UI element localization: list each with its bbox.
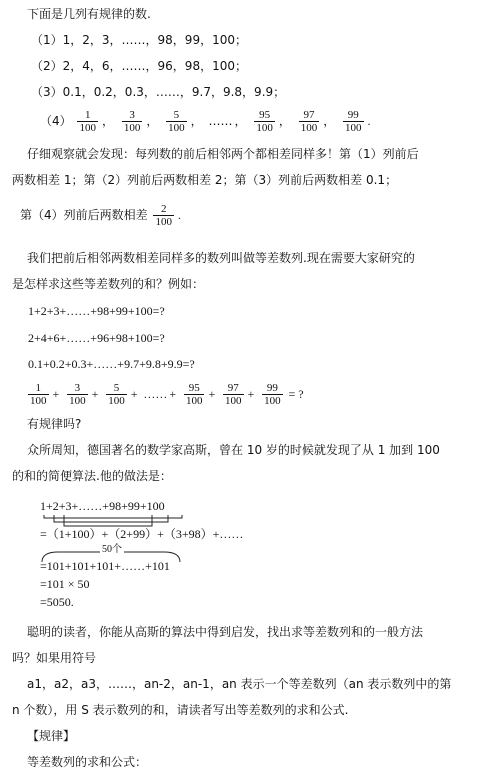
sequence-3: （3）0.1，0.2，0.3，……，9.7，9.8，9.9；	[31, 85, 286, 99]
ellipsis: ……	[143, 387, 168, 401]
sequence-2: （2）2，4，6，……，96，98，100；	[31, 59, 247, 73]
fraction: $\frac{1}{100}$	[79, 109, 96, 134]
reader-line-1: 聪明的读者，你能从高斯的算法中得到启发，找出求等差数列和的一般方法	[27, 625, 424, 639]
fraction: $\frac{3}{100}$	[123, 109, 141, 134]
fraction: $\frac{99}{100}$	[264, 382, 281, 407]
sum-example-4: $\frac{1}{100}$ + $\frac{3}{100}$ + $\frac{5}{100}$ + …… + $\frac{95}{100}$ + $\frac{97}{100}$ + $\frac{99}{100}$ = ?	[30, 382, 304, 407]
definition-line-1: 我们把前后相邻两数相差同样多的数列叫做等差数列.现在需要大家研究的	[27, 251, 415, 265]
observation-line-1: 仔细观察就会发现：每列数的前后相邻两个都相差同样多！第（1）列前后	[27, 147, 419, 161]
sum-example-1: 1+2+3+……+98+99+100=?	[28, 304, 165, 318]
calc-line-4: =101 × 50	[40, 577, 90, 591]
fraction: $\frac{97}{100}$	[225, 382, 242, 407]
calc-line-1: 1+2+3+……+98+99+100	[40, 499, 165, 513]
calc-line-5: =5050.	[40, 595, 74, 609]
brace-label-50: 50个	[102, 544, 122, 555]
fraction: $\frac{1}{100}$	[30, 382, 47, 407]
sum-example-3: 0.1+0.2+0.3+……+9.7+9.8+9.9=?	[28, 357, 195, 371]
sum-example-2: 2+4+6+……+96+98+100=?	[28, 331, 165, 345]
fraction: $\frac{2}{100}$	[155, 203, 172, 228]
fraction: $\frac{95}{100}$	[256, 109, 273, 134]
definition-line-2: 是怎样求这些等差数列的和？例如：	[12, 277, 205, 291]
symbol-line-1: a1，a2，a3，……，an-2，an-1，an 表示一个等差数列（an 表示数列中的第	[27, 677, 452, 691]
gauss-calculation	[40, 496, 300, 608]
formula-line: 等差数列的求和公式：	[27, 755, 148, 769]
sequence-4: （4） $\frac{1}{100}$ ， $\frac{3}{100}$ ， $\frac{5}{100}$ ， …… ， $\frac{95}{100}$ ， $\frac{97}{100}$ ， $\frac{99}{100}$ .	[40, 109, 371, 134]
fraction: $\frac{97}{100}$	[300, 109, 318, 134]
reader-line-2: 吗？如果用符号	[12, 651, 97, 665]
fraction: $\frac{99}{100}$	[345, 109, 362, 134]
sequence-4-label: （4）	[40, 114, 72, 128]
fraction: $\frac{95}{100}$	[185, 382, 203, 407]
calc-line-3: =101+101+101+……+101	[40, 559, 170, 573]
ellipsis: ……	[208, 114, 233, 128]
observation-line-2: 两数相差 1；第（2）列前后两数相差 2；第（3）列前后两数相差 0.1；	[12, 173, 398, 187]
calc-line-2: =（1+100）+（2+99）+（3+98）+……	[40, 527, 244, 541]
fraction: $\frac{3}{100}$	[69, 382, 86, 407]
sequence-1: （1）1，2，3，……，98，99，100；	[31, 33, 247, 47]
gauss-line-2: 的和的简便算法.他的做法是：	[12, 469, 172, 483]
sum-tail: = ?	[288, 387, 304, 401]
observation-line-3: 第（4）列前后两数相差 $\frac{2}{100}$ .	[20, 203, 181, 228]
symbol-line-2: n 个数），用 S 表示数列的和，请读者写出等差数列的求和公式.	[12, 703, 349, 717]
question-line: 有规律吗?	[27, 417, 82, 431]
intro-line: 下面是几列有规律的数.	[27, 7, 151, 21]
rule-heading: 【规律】	[27, 729, 76, 743]
gauss-line-1: 众所周知，德国著名的数学家高斯，曾在 10 岁的时候就发现了从 1 加到 100	[27, 443, 440, 457]
fraction: $\frac{5}{100}$	[168, 109, 185, 134]
fraction: $\frac{5}{100}$	[108, 382, 125, 407]
